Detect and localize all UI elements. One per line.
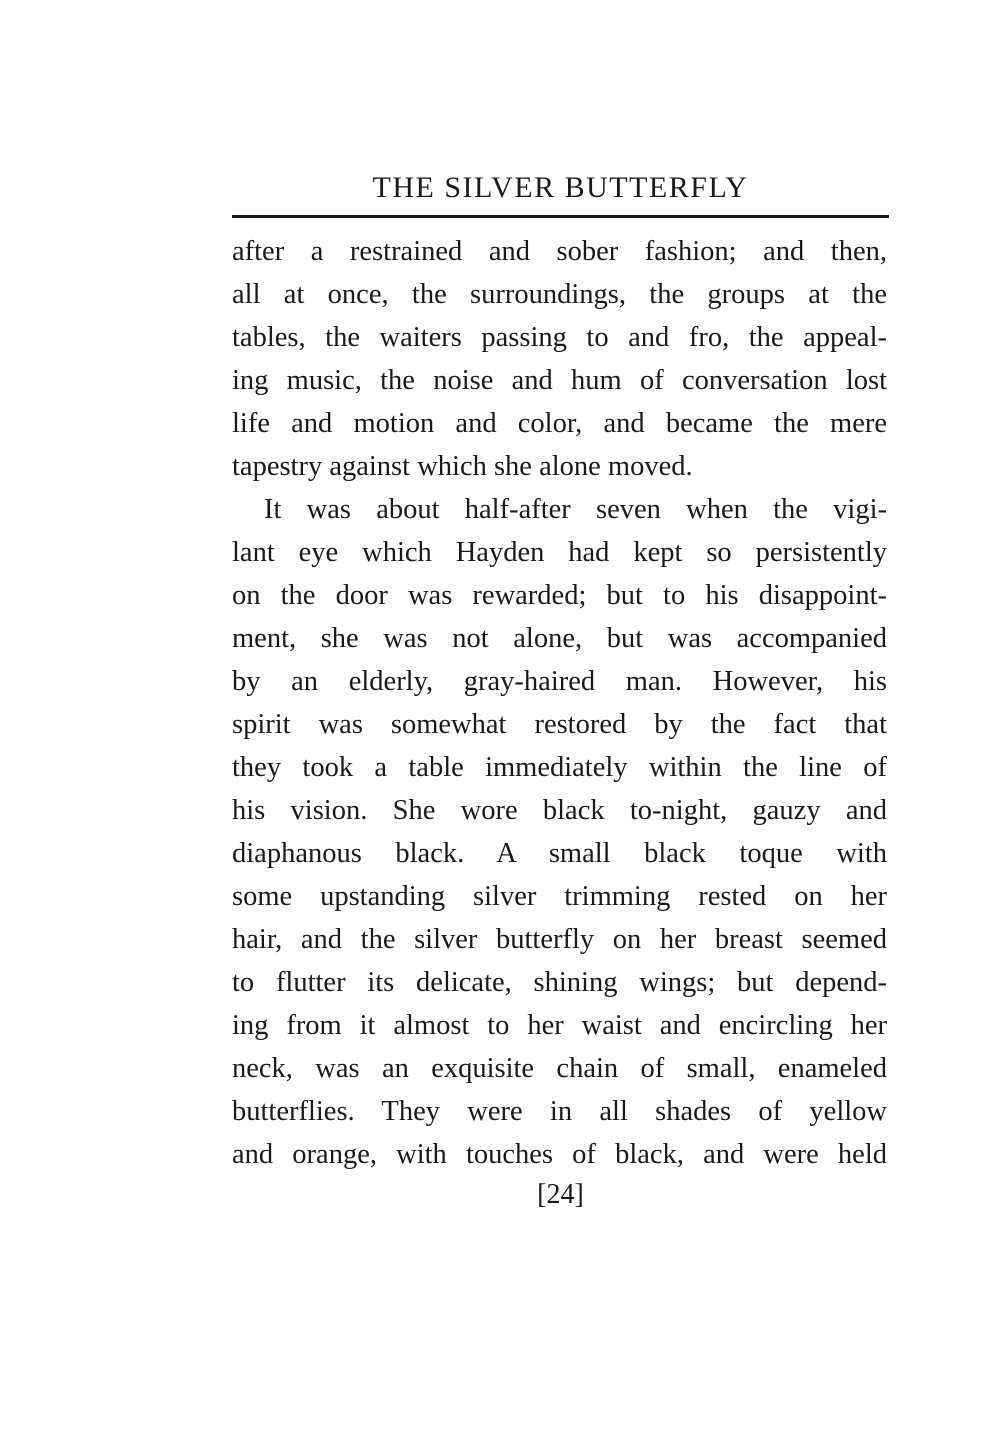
text-line: ing music, the noise and hum of conversation lost <box>232 365 887 396</box>
text-line: and orange, with touches of black, and were held <box>232 1139 887 1170</box>
text-line: hair, and the silver butterfly on her breast seemed <box>232 924 887 955</box>
text-line: lant eye which Hayden had kept so persistently <box>232 537 887 568</box>
text-line: ment, she was not alone, but was accompanied <box>232 623 887 654</box>
text-line: they took a table immediately within the line of <box>232 752 887 783</box>
text-line: life and motion and color, and became the mere <box>232 408 887 439</box>
text-line: on the door was rewarded; but to his disappoint- <box>232 580 887 611</box>
text-line: neck, was an exquisite chain of small, enameled <box>232 1053 887 1084</box>
text-line: spirit was somewhat restored by the fact that <box>232 709 887 740</box>
text-line: by an elderly, gray-haired man. However, his <box>232 666 887 697</box>
body-text <box>232 230 887 1176</box>
text-line: tables, the waiters passing to and fro, the appeal- <box>232 322 887 353</box>
page-number: [24] <box>537 1179 584 1210</box>
header-rule <box>232 215 889 218</box>
text-line: all at once, the surroundings, the groups at the <box>232 279 887 310</box>
running-head-title: THE SILVER BUTTERFLY <box>372 171 749 204</box>
text-line: butterflies. They were in all shades of yellow <box>232 1096 887 1127</box>
text-line: It was about half-after seven when the vigi- <box>264 494 887 525</box>
text-line: after a restrained and sober fashion; and then, <box>232 236 887 267</box>
text-line: his vision. She wore black to-night, gauzy and <box>232 795 887 826</box>
text-line: ing from it almost to her waist and encircling her <box>232 1010 887 1041</box>
text-line: diaphanous black. A small black toque with <box>232 838 887 869</box>
text-line: some upstanding silver trimming rested on her <box>232 881 887 912</box>
text-line: to flutter its delicate, shining wings; but depend- <box>232 967 887 998</box>
text-line: tapestry against which she alone moved. <box>232 451 693 482</box>
